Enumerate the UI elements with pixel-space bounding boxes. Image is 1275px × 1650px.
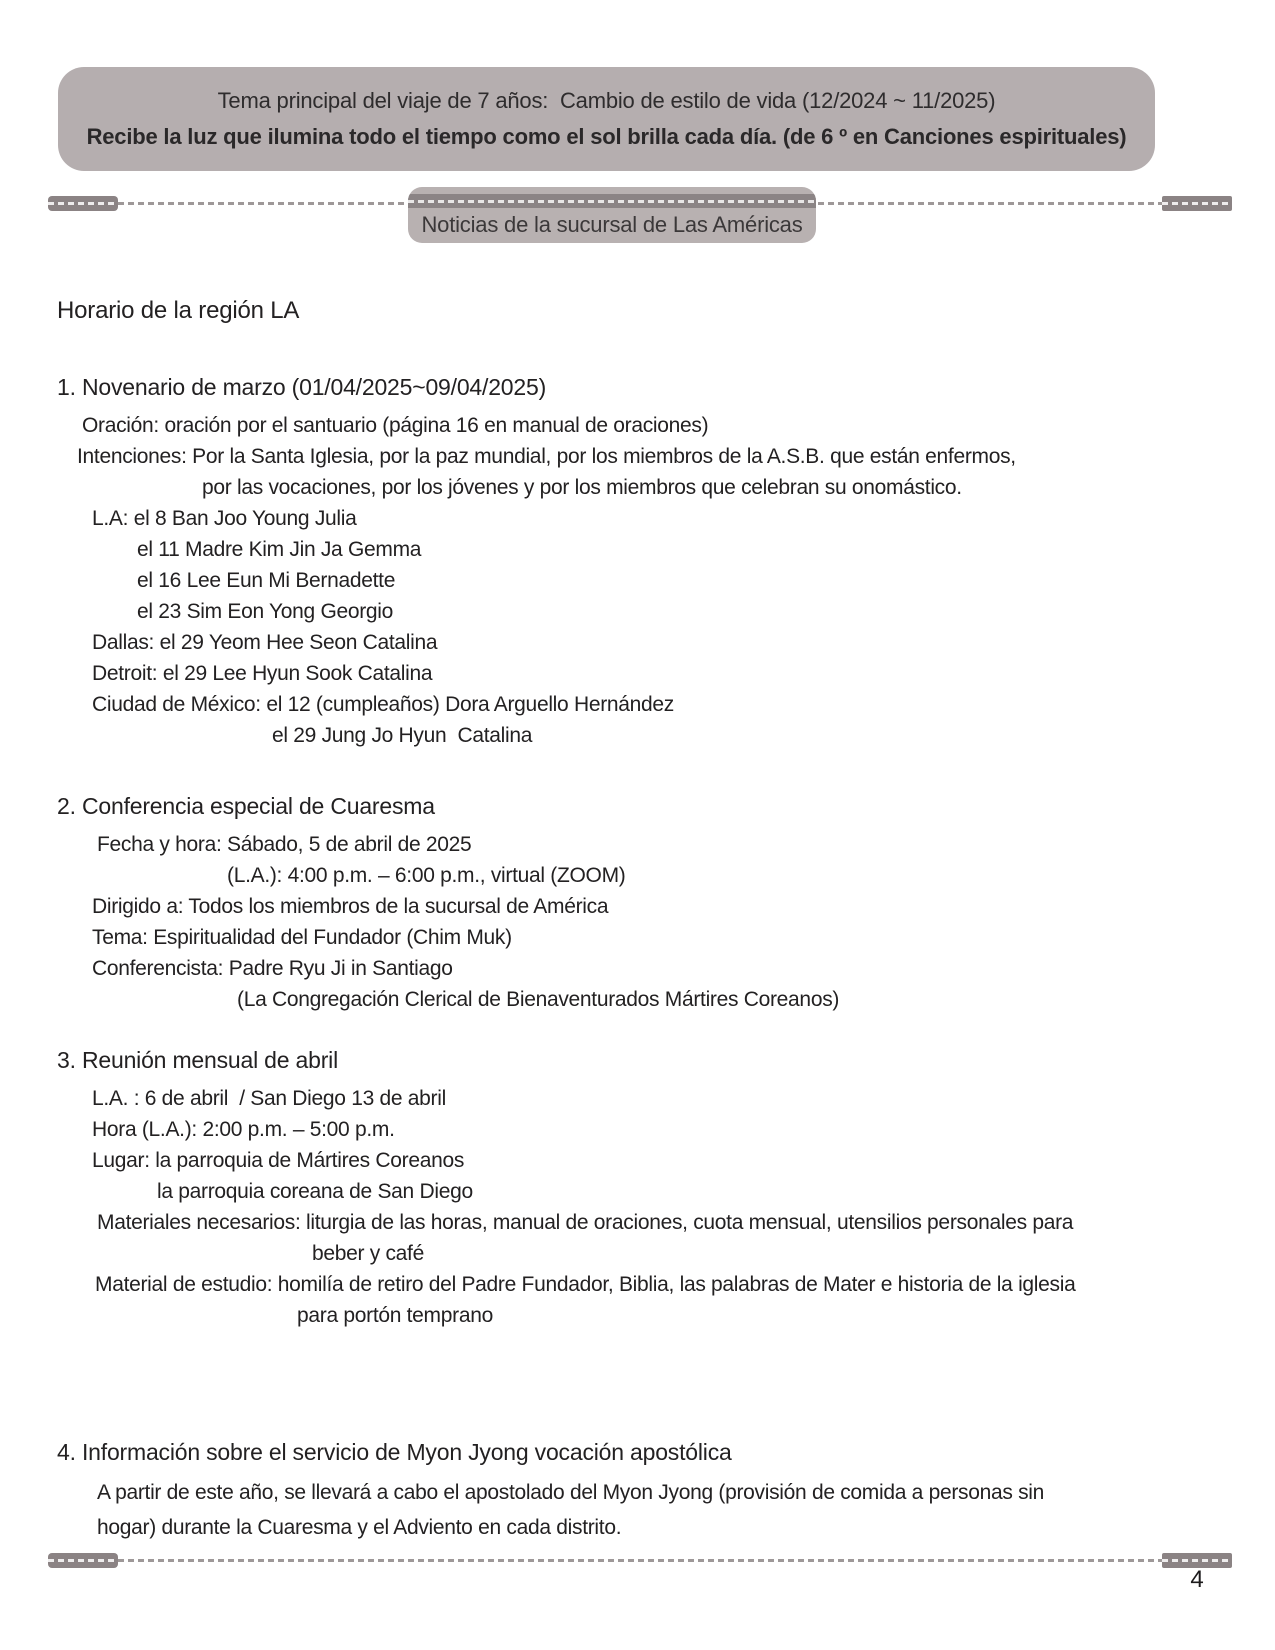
text-line: Dallas: el 29 Yeom Hee Seon Catalina: [92, 631, 438, 654]
text-line: Conferencista: Padre Ryu Ji in Santiago: [92, 957, 453, 980]
section-reunion: [57, 1045, 1217, 1331]
section-title: 1. Novenario de marzo (01/04/2025~09/04/2025): [57, 374, 547, 400]
text-line: para portón temprano: [297, 1304, 493, 1327]
section-title: 4. Información sobre el servicio de Myon Jyong vocación apostólica: [57, 1439, 732, 1465]
text-line: Materiales necesarios: liturgia de las horas, manual de oraciones, cuota mensual, utensilios personales para: [97, 1211, 1074, 1234]
text-line: beber y café: [312, 1242, 424, 1265]
text-line: Hora (L.A.): 2:00 p.m. – 5:00 p.m.: [92, 1118, 395, 1141]
text-line: Fecha y hora: Sábado, 5 de abril de 2025: [97, 833, 472, 856]
text-line: el 23 Sim Eon Yong Georgio: [137, 600, 394, 623]
text-line: (La Congregación Clerical de Bienaventurados Mártires Coreanos): [237, 988, 840, 1011]
top-divider-left-cap: [48, 196, 118, 211]
top-divider-right-cap: [1162, 196, 1232, 211]
text-line: L.A. : 6 de abril / San Diego 13 de abril: [92, 1087, 446, 1110]
section-title: 3. Reunión mensual de abril: [57, 1047, 338, 1073]
text-line: Ciudad de México: el 12 (cumpleaños) Dora Arguello Hernández: [92, 693, 674, 716]
text-line: Intenciones: Por la Santa Iglesia, por la paz mundial, por los miembros de la A.S.B. que están enfermos,: [77, 445, 1016, 468]
text-line: por las vocaciones, por los jóvenes y por los miembros que celebran su onomástico.: [202, 476, 962, 499]
section-banner-strip: [408, 194, 816, 208]
bottom-divider-left-cap: [48, 1553, 118, 1568]
text-line: Detroit: el 29 Lee Hyun Sook Catalina: [92, 662, 433, 685]
text-line: Tema: Espiritualidad del Fundador (Chim Muk): [92, 926, 512, 949]
theme-panel-line2: Recibe la luz que ilumina todo el tiempo como el sol brilla cada día. (de 6 º en Canciones espirituales): [86, 124, 1127, 149]
text-line: Lugar: la parroquia de Mártires Coreanos: [92, 1149, 465, 1172]
section-novenario: [57, 372, 1217, 751]
text-line: el 29 Jung Jo Hyun Catalina: [272, 724, 533, 747]
theme-panel-line1: Tema principal del viaje de 7 años: Cambio de estilo de vida (12/2024 ~ 11/2025): [217, 88, 996, 113]
text-line: (L.A.): 4:00 p.m. – 6:00 p.m., virtual (ZOOM): [227, 864, 626, 887]
page-title: Horario de la región LA: [57, 297, 300, 324]
section-myon-jyong: [57, 1437, 1217, 1545]
section-conferencia: [57, 791, 1217, 1015]
text-line: hogar) durante la Cuaresma y el Adviento en cada distrito.: [97, 1516, 622, 1539]
text-line: L.A: el 8 Ban Joo Young Julia: [92, 507, 357, 530]
text-line: la parroquia coreana de San Diego: [157, 1180, 473, 1203]
text-line: Dirigido a: Todos los miembros de la sucursal de América: [92, 895, 609, 918]
section-title: 2. Conferencia especial de Cuaresma: [57, 793, 435, 819]
section-banner-label: Noticias de la sucursal de Las Américas: [421, 212, 803, 237]
text-line: A partir de este año, se llevará a cabo el apostolado del Myon Jyong (provisión de comida a personas sin: [97, 1481, 1045, 1504]
section-banner: [408, 187, 816, 243]
text-line: el 16 Lee Eun Mi Bernadette: [137, 569, 396, 592]
text-line: Material de estudio: homilía de retiro del Padre Fundador, Biblia, las palabras de Mater e historia de la iglesia: [95, 1273, 1076, 1296]
text-line: el 11 Madre Kim Jin Ja Gemma: [137, 538, 422, 561]
document-body: [57, 296, 1217, 1545]
theme-panel: [58, 67, 1155, 171]
text-line: Oración: oración por el santuario (página 16 en manual de oraciones): [82, 414, 709, 437]
bottom-divider-dotted-line: [48, 1559, 1232, 1562]
page-number: 4: [1190, 1566, 1204, 1593]
